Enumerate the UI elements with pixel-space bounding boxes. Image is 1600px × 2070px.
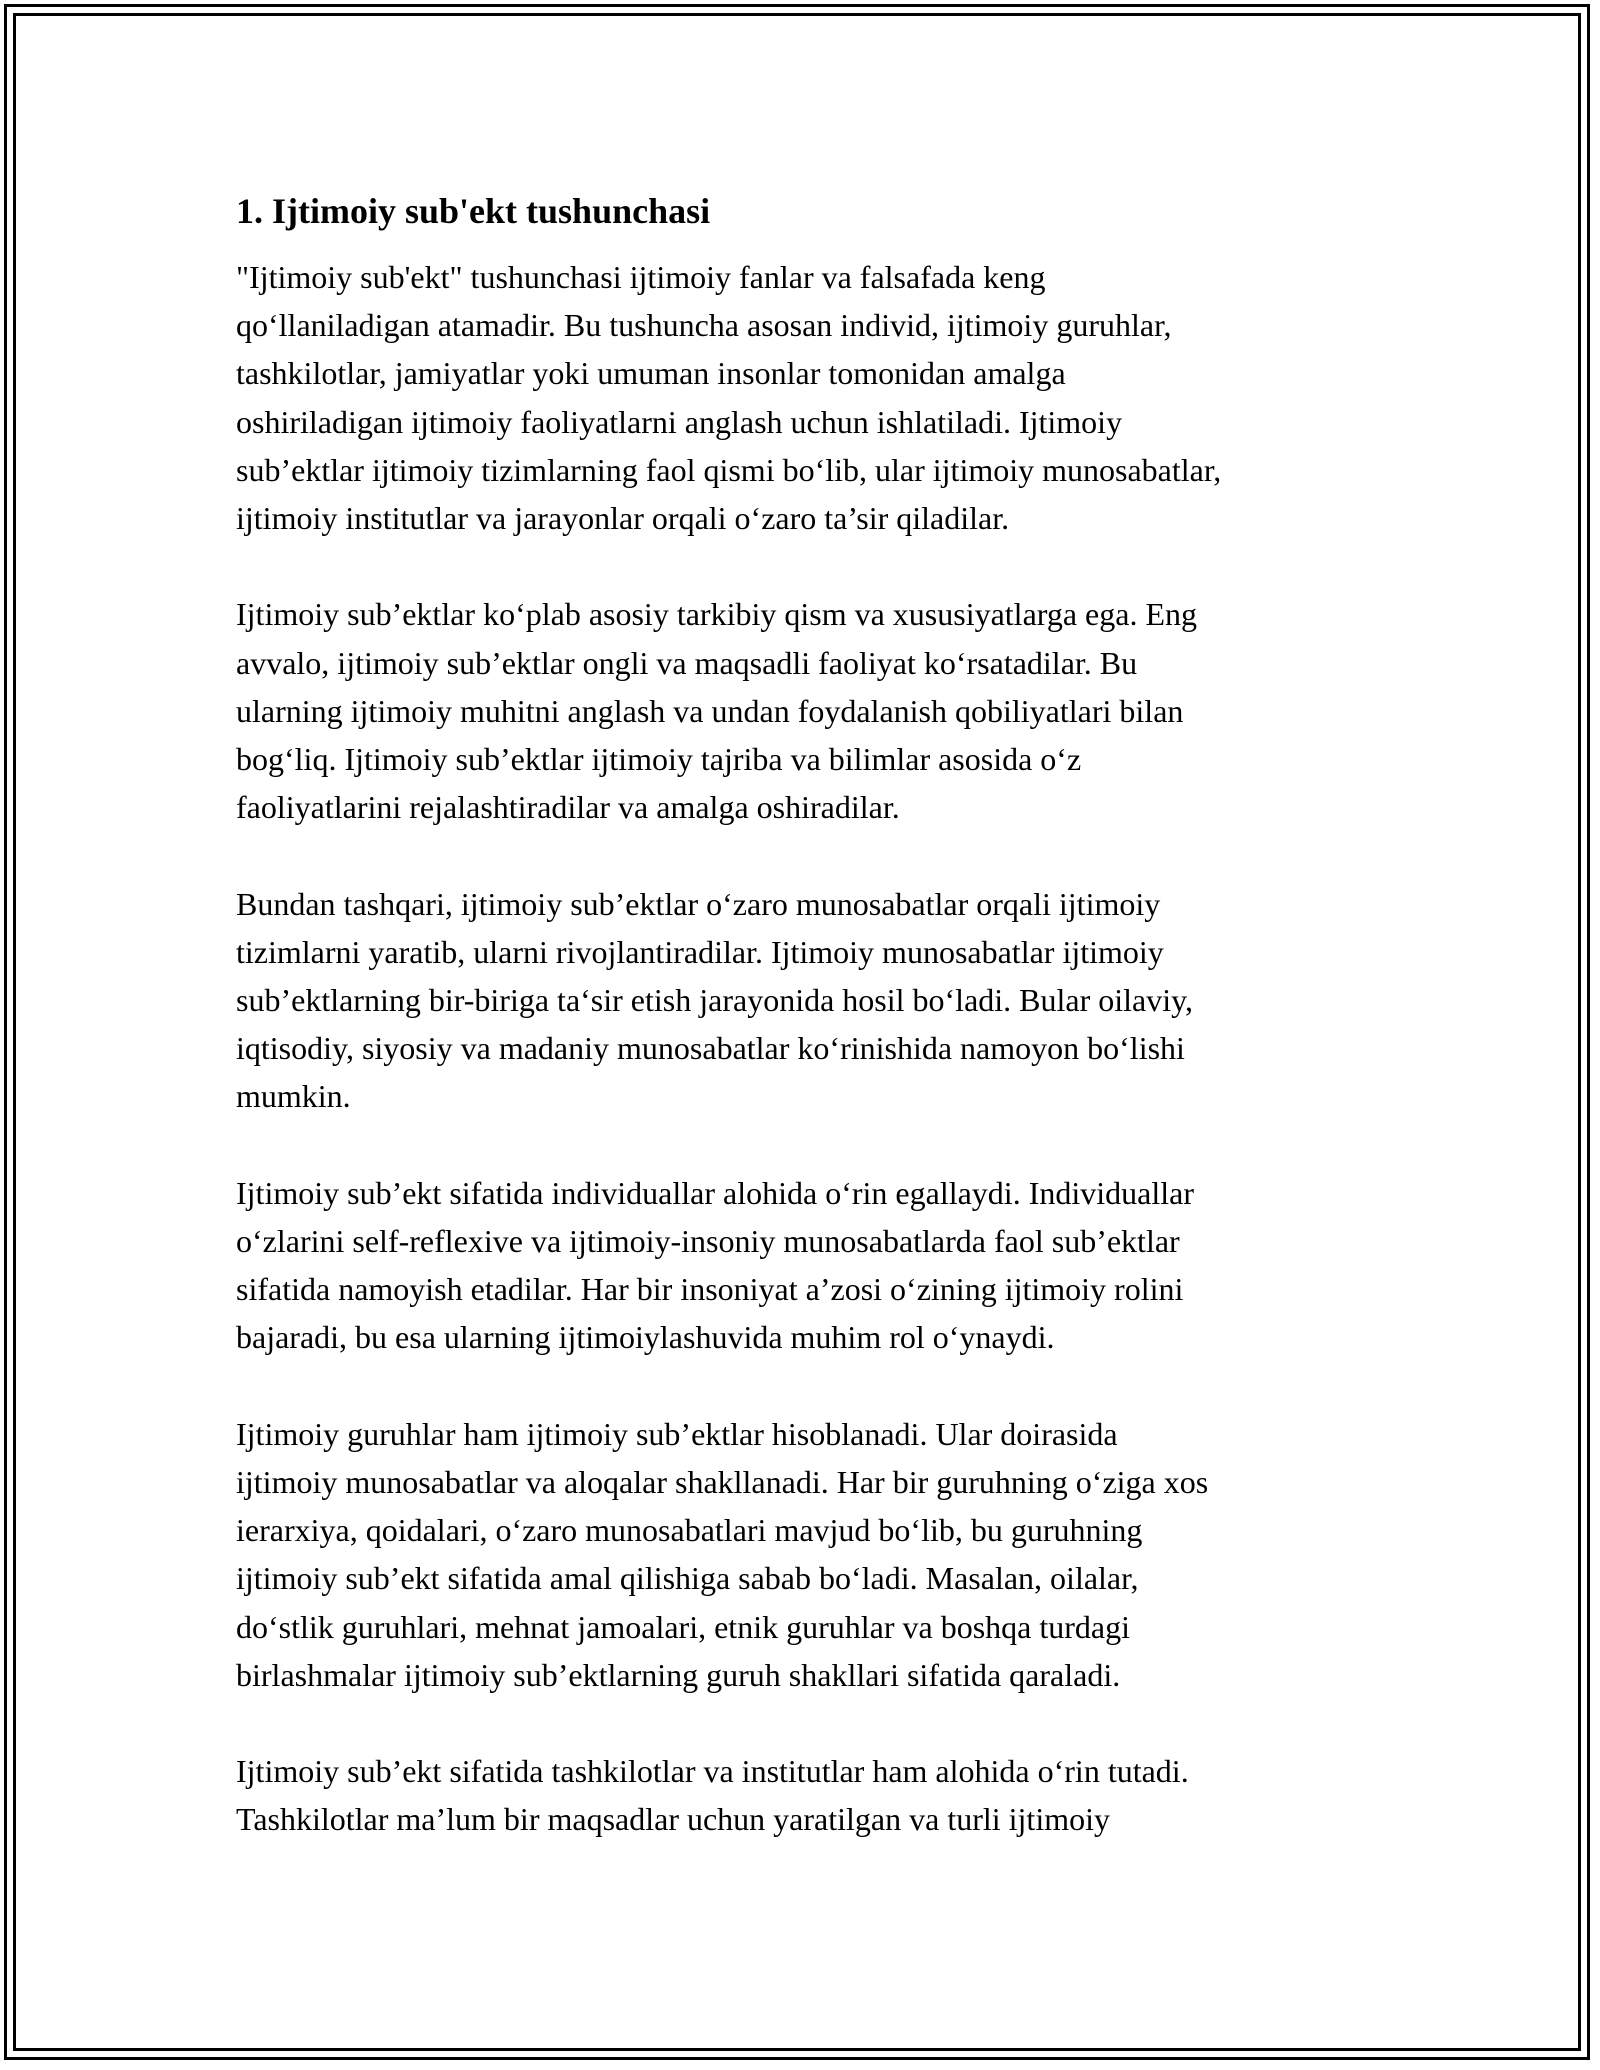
text-line: faoliyatlarini rejalashtiradilar va amalga oshiradilar. — [236, 789, 900, 826]
text-line: ijtimoiy sub’ekt sifatida amal qilishiga sabab bo‘ladi. Masalan, oilalar, — [236, 1560, 1139, 1597]
text-line: tashkilotlar, jamiyatlar yoki umuman insonlar tomonidan amalga — [236, 355, 1066, 392]
document-body — [236, 187, 1376, 1892]
paragraph-5 — [236, 1410, 1376, 1699]
text-line: Tashkilotlar ma’lum bir maqsadlar uchun yaratilgan va turli ijtimoiy — [236, 1801, 1110, 1838]
text-line: Bundan tashqari, ijtimoiy sub’ektlar o‘zaro munosabatlar orqali ijtimoiy — [236, 885, 1161, 922]
text-line: ijtimoiy institutlar va jarayonlar orqali o‘zaro ta’sir qiladilar. — [236, 500, 1010, 537]
text-line: ijtimoiy munosabatlar va aloqalar shakllanadi. Har bir guruhning o‘ziga xos — [236, 1464, 1209, 1501]
text-line: bog‘liq. Ijtimoiy sub’ektlar ijtimoiy tajriba va bilimlar asosida o‘z — [236, 741, 1082, 778]
paragraph-3 — [236, 880, 1376, 1121]
text-line: do‘stlik guruhlari, mehnat jamoalari, etnik guruhlar va boshqa turdagi — [236, 1608, 1130, 1645]
section-heading: 1. Ijtimoiy sub'ekt tushunchasi — [236, 191, 711, 231]
text-line: o‘zlarini self-reflexive va ijtimoiy-insoniy munosabatlarda faol sub’ektlar — [236, 1223, 1180, 1260]
text-line: tizimlarni yaratib, ularni rivojlantiradilar. Ijtimoiy munosabatlar ijtimoiy — [236, 933, 1164, 970]
text-line: Ijtimoiy sub’ektlar ko‘plab asosiy tarkibiy qism va xususiyatlarga ega. Eng — [236, 596, 1197, 633]
text-line: Ijtimoiy sub’ekt sifatida individuallar alohida o‘rin egallaydi. Individuallar — [236, 1174, 1194, 1211]
text-line: sifatida namoyish etadilar. Har bir insoniyat a’zosi o‘zining ijtimoiy rolini — [236, 1271, 1184, 1308]
text-line: avvalo, ijtimoiy sub’ektlar ongli va maqsadli faoliyat ko‘rsatadilar. Bu — [236, 644, 1138, 681]
text-line: ularning ijtimoiy muhitni anglash va undan foydalanish qobiliyatlari bilan — [236, 692, 1184, 729]
text-line: sub’ektlar ijtimoiy tizimlarning faol qismi bo‘lib, ular ijtimoiy munosabatlar, — [236, 451, 1222, 488]
text-line: mumkin. — [236, 1078, 351, 1115]
text-line: qo‘llaniladigan atamadir. Bu tushuncha asosan individ, ijtimoiy guruhlar, — [236, 307, 1172, 344]
paragraph-6 — [236, 1747, 1376, 1843]
text-line: oshiriladigan ijtimoiy faoliyatlarni anglash uchun ishlatiladi. Ijtimoiy — [236, 403, 1123, 440]
paragraph-4 — [236, 1169, 1376, 1362]
text-line: "Ijtimoiy sub'ekt" tushunchasi ijtimoiy fanlar va falsafada keng — [236, 259, 1046, 295]
text-line: iqtisodiy, siyosiy va madaniy munosabatlar ko‘rinishida namoyon bo‘lishi — [236, 1030, 1185, 1067]
paragraph-2 — [236, 590, 1376, 831]
text-line: bajaradi, bu esa ularning ijtimoiylashuvida muhim rol o‘ynaydi. — [236, 1319, 1055, 1356]
text-line: birlashmalar ijtimoiy sub’ektlarning guruh shakllari sifatida qaraladi. — [236, 1656, 1121, 1693]
text-line: Ijtimoiy guruhlar ham ijtimoiy sub’ektlar hisoblanadi. Ular doirasida — [236, 1415, 1118, 1452]
text-line: sub’ektlarning bir-biriga ta‘sir etish jarayonida hosil bo‘ladi. Bular oilaviy, — [236, 982, 1194, 1019]
text-line: ierarxiya, qoidalari, o‘zaro munosabatlari mavjud bo‘lib, bu guruhning — [236, 1512, 1143, 1549]
paragraph-1 — [236, 253, 1376, 542]
text-line: Ijtimoiy sub’ekt sifatida tashkilotlar va institutlar ham alohida o‘rin tutadi. — [236, 1753, 1189, 1790]
